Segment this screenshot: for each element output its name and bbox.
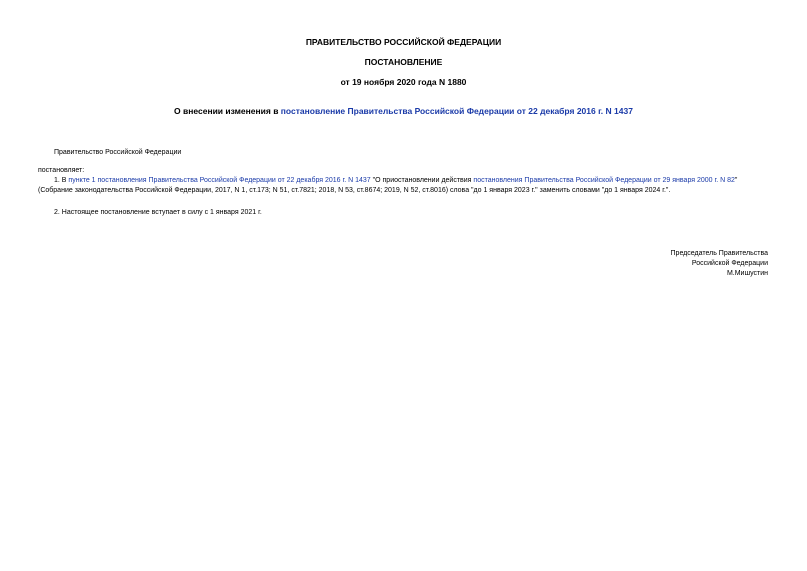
item-2-text: 2. Настоящее постановление вступает в силу с 1 января 2021 г.	[54, 209, 262, 216]
decrees-text: постановляет:	[38, 167, 85, 174]
item-1-start: 1. В	[54, 177, 69, 184]
title-prefix: О внесении изменения в	[174, 106, 281, 116]
date-number: от 19 ноября 2020 года N 1880	[340, 77, 467, 87]
item-1-link-2[interactable]: постановления Правительства Российской Федерации от 29 января 2000 г. N 82	[473, 177, 735, 184]
document-title	[0, 106, 807, 116]
signature-country: Российской Федерации	[691, 260, 768, 267]
title-link[interactable]: постановление Правительства Российской Федерации от 22 декабря 2016 г. N 1437	[280, 106, 633, 116]
item-1-mid: "О приостановлении действия	[370, 177, 474, 184]
item-1-end: "	[734, 177, 738, 184]
item-1-link-1[interactable]: пункте 1 постановления Правительства Российской Федерации от 22 декабря 2016 г. N 1437	[68, 177, 371, 184]
issuer-text: Правительство Российской Федерации	[54, 149, 182, 156]
document-type: ПОСТАНОВЛЕНИЕ	[364, 57, 443, 67]
item-1-line-1	[54, 176, 737, 186]
item-1-line-2: (Собрание законодательства Российской Федерации, 2017, N 1, ст.173; N 51, ст.7821; 2018, N 53, ст.8674; 2019, N 52, ст.8016) слова "до 1 января 2023 г." заменить словами "до 1 января 2024 г.".	[38, 187, 671, 194]
signature-name: М.Мишустин	[726, 270, 768, 277]
government-heading: ПРАВИТЕЛЬСТВО РОССИЙСКОЙ ФЕДЕРАЦИИ	[305, 37, 502, 47]
signature-position: Председатель Правительства	[670, 250, 768, 257]
